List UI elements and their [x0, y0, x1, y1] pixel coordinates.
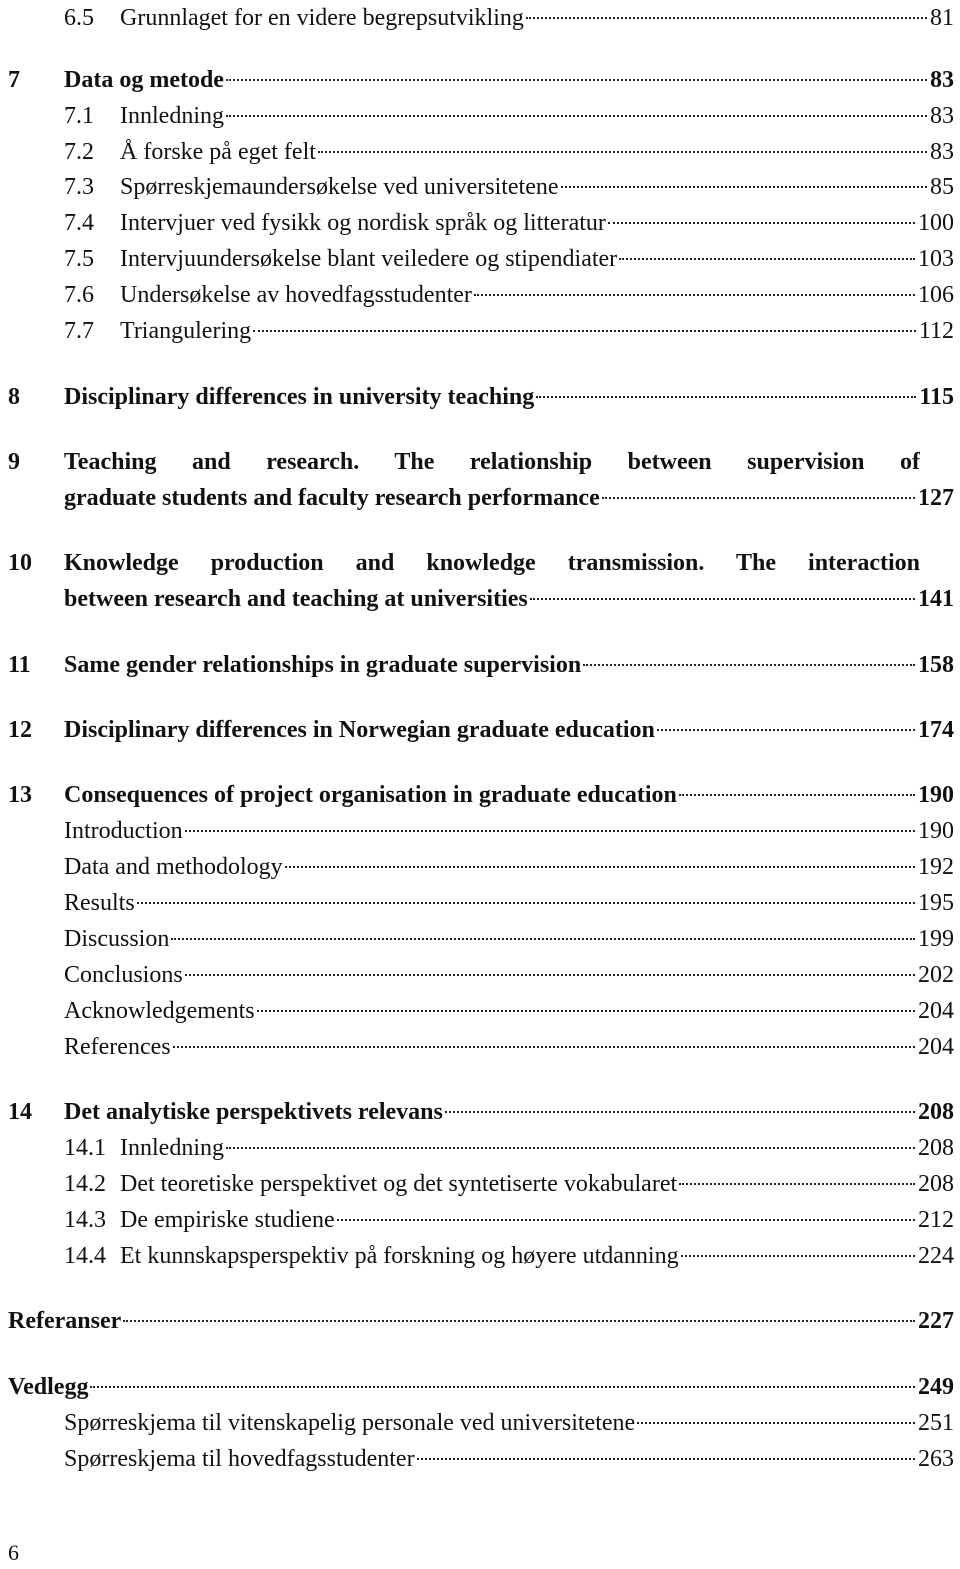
toc-entry-page: 85 [930, 174, 954, 200]
toc-entry-title: Innledning [120, 1135, 224, 1161]
toc-entry-number: 9 [8, 449, 20, 475]
toc-entry-number: 14.3 [64, 1207, 106, 1233]
toc-entry-page: 141 [918, 586, 954, 612]
toc-entry-page: 263 [918, 1446, 954, 1472]
toc-entry-title: Disciplinary differences in Norwegian graduate education [64, 717, 655, 743]
toc-entry-number: 13 [8, 782, 32, 808]
toc-entry-page: 103 [918, 246, 954, 272]
dot-leader [257, 1010, 915, 1012]
dot-leader [123, 1320, 915, 1322]
toc-entry-number: 6.5 [64, 5, 94, 31]
toc-entry-title: Acknowledgements [64, 998, 255, 1024]
toc-entry-title: Triangulering [120, 318, 252, 344]
dot-leader [526, 17, 927, 19]
dot-leader [226, 79, 927, 81]
toc-entry-title: Disciplinary differences in university teaching [64, 384, 535, 410]
toc-entry-page: 251 [918, 1410, 954, 1436]
toc-entry-page: 190 [918, 782, 954, 808]
toc-entry[interactable] [0, 545, 960, 612]
toc-entry-page: 83 [930, 103, 954, 129]
dot-leader [474, 294, 915, 296]
dot-leader [536, 396, 916, 398]
toc-entry-title: Spørreskjema til hovedfagsstudenter [64, 1446, 415, 1472]
toc-entry-title: Grunnlaget for en videre begrepsutvikling [120, 5, 524, 31]
toc-entry-title: Undersøkelse av hovedfagsstudenter [120, 282, 472, 308]
toc-entry-title: Et kunnskapsperspektiv på forskning og høyere utdanning [120, 1243, 679, 1269]
toc-entry-number: 7.4 [64, 210, 94, 236]
toc-entry-page: 202 [918, 962, 954, 988]
dot-leader [253, 330, 916, 332]
toc-entry-title: Spørreskjema til vitenskapelig personale ved universitetene [64, 1410, 636, 1436]
toc-entry-page: 115 [919, 384, 954, 410]
toc-entry-page: 249 [918, 1374, 954, 1400]
dot-leader [619, 258, 915, 260]
toc-entry-page: 192 [918, 854, 954, 880]
dot-leader [583, 664, 915, 666]
toc-entry-number: 7 [8, 67, 20, 93]
dot-leader [608, 222, 915, 224]
toc-entry-title: Introduction [64, 818, 183, 844]
toc-entry-number: 7.1 [64, 103, 94, 129]
dot-leader [657, 729, 915, 731]
toc-entry-number: 8 [8, 384, 20, 410]
toc-entry-page: 100 [918, 210, 954, 236]
toc-entry-title: Data og metode [64, 67, 224, 93]
toc-entry-title: Conclusions [64, 962, 183, 988]
dot-leader [185, 830, 915, 832]
dot-leader [185, 974, 915, 976]
dot-leader [679, 794, 915, 796]
toc-entry-title: References [64, 1034, 171, 1060]
dot-leader [602, 497, 915, 499]
toc-entry-title: Same gender relationships in graduate supervision [64, 652, 582, 678]
toc-entry-page: 174 [918, 717, 954, 743]
toc-entry-page: 190 [918, 818, 954, 844]
toc-entry[interactable] [0, 444, 960, 511]
dot-leader [137, 902, 915, 904]
toc-entry-number: 14 [8, 1099, 32, 1125]
dot-leader [90, 1386, 915, 1388]
toc-entry-page: 106 [918, 282, 954, 308]
toc-entry-page: 208 [918, 1135, 954, 1161]
toc-entry-number: 14.4 [64, 1243, 106, 1269]
toc-entry-page: 208 [918, 1099, 954, 1125]
toc-entry-title: Innledning [120, 103, 224, 129]
dot-leader [318, 151, 927, 153]
toc-entry-title: between research and teaching at universities [64, 586, 528, 612]
toc-entry-page: 83 [930, 67, 954, 93]
toc-entry-title: Results [64, 890, 135, 916]
dot-leader [226, 1147, 915, 1149]
toc-entry-page: 199 [918, 926, 954, 952]
toc-entry-title: Vedlegg [8, 1374, 89, 1400]
toc-entry-page: 112 [918, 318, 954, 344]
dot-leader [285, 866, 915, 868]
toc-entry-page: 204 [918, 1034, 954, 1060]
toc-entry-page: 127 [918, 485, 954, 511]
dot-leader [171, 938, 915, 940]
toc-entry-title: De empiriske studiene [120, 1207, 335, 1233]
toc-entry-page: 227 [918, 1308, 954, 1334]
toc-entry-number: 7.3 [64, 174, 94, 200]
toc-entry-title: graduate students and faculty research performance [64, 485, 600, 511]
dot-leader [337, 1219, 915, 1221]
toc-entry-title: Teaching and research. The relationship between supervision of [64, 449, 920, 475]
toc-entry-title: Det teoretiske perspektivet og det syntetiserte vokabularet [120, 1171, 678, 1197]
toc-entry-number: 11 [8, 652, 31, 678]
dot-leader [445, 1111, 915, 1113]
toc-entry-number: 7.6 [64, 282, 94, 308]
toc-entry-number: 7.7 [64, 318, 94, 344]
dot-leader [681, 1255, 915, 1257]
toc-entry-number: 14.1 [64, 1135, 106, 1161]
toc-entry-number: 7.2 [64, 139, 94, 165]
toc-entry-title: Knowledge production and knowledge transmission. The interaction [64, 550, 920, 576]
toc-entry-title: Referanser [8, 1308, 122, 1334]
page-number: 6 [8, 1540, 19, 1565]
dot-leader [530, 598, 915, 600]
toc-entry-page: 158 [918, 652, 954, 678]
dot-leader [561, 186, 927, 188]
toc-entry-title: Intervjuundersøkelse blant veiledere og stipendiater [120, 246, 618, 272]
dot-leader [679, 1183, 915, 1185]
toc-entry-page: 81 [930, 5, 954, 31]
toc-entry-title: Data and methodology [64, 854, 283, 880]
toc-entry-page: 204 [918, 998, 954, 1024]
dot-leader [417, 1458, 915, 1460]
toc-entry-title: Det analytiske perspektivets relevans [64, 1099, 443, 1125]
toc-entry-page: 212 [918, 1207, 954, 1233]
toc-entry-title: Spørreskjemaundersøkelse ved universitetene [120, 174, 559, 200]
toc-entry-title: Å forske på eget felt [120, 139, 316, 165]
toc-entry-page: 208 [918, 1171, 954, 1197]
toc-entry-number: 10 [8, 550, 32, 576]
toc-entry-page: 83 [930, 139, 954, 165]
toc-entry-page: 224 [918, 1243, 954, 1269]
dot-leader [637, 1422, 915, 1424]
toc-entry-number: 12 [8, 717, 32, 743]
dot-leader [226, 115, 927, 117]
toc-entry-title: Intervjuer ved fysikk og nordisk språk og litteratur [120, 210, 606, 236]
toc-entry-title: Consequences of project organisation in graduate education [64, 782, 677, 808]
toc-entry-number: 7.5 [64, 246, 94, 272]
toc-entry-number: 14.2 [64, 1171, 106, 1197]
toc-entry-title: Discussion [64, 926, 170, 952]
toc-entry-page: 195 [918, 890, 954, 916]
dot-leader [173, 1046, 915, 1048]
